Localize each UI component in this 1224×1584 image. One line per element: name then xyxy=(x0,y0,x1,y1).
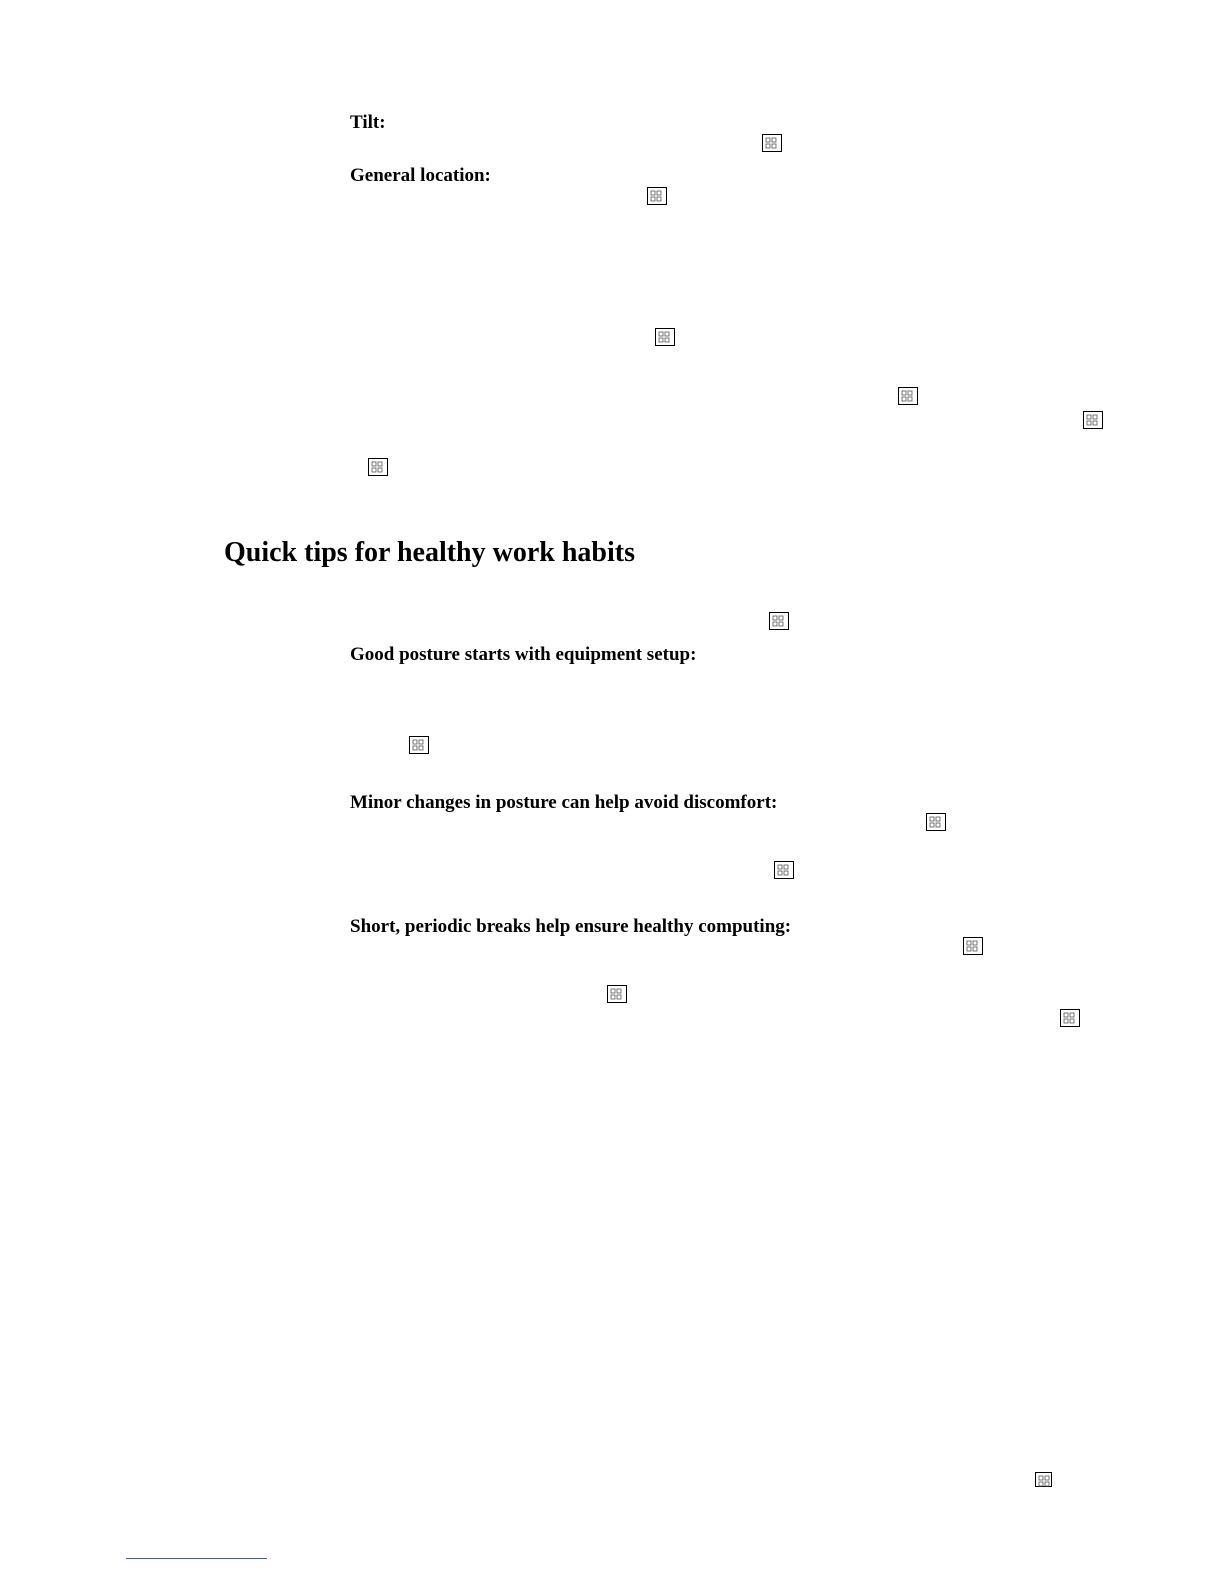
glyph-cell xyxy=(1070,1019,1074,1023)
glyph-cell xyxy=(936,817,940,821)
glyph-cell xyxy=(413,740,417,744)
glyph-cell xyxy=(766,138,770,142)
glyph-cell xyxy=(657,191,661,195)
glyph-cell xyxy=(773,622,777,626)
missing-glyph-pattern xyxy=(656,329,674,345)
glyph-cell xyxy=(779,616,783,620)
footer-rule xyxy=(126,1558,267,1559)
glyph-cell xyxy=(930,817,934,821)
missing-glyph-icon xyxy=(1083,411,1103,429)
glyph-cell xyxy=(651,197,655,201)
missing-glyph-icon xyxy=(655,328,675,346)
glyph-cell xyxy=(617,989,621,993)
missing-glyph-pattern xyxy=(1061,1010,1079,1026)
glyph-cell xyxy=(778,871,782,875)
glyph-cell xyxy=(617,995,621,999)
glyph-cell xyxy=(902,391,906,395)
missing-glyph-pattern xyxy=(763,135,781,151)
glyph-cell xyxy=(378,462,382,466)
glyph-cell xyxy=(1064,1013,1068,1017)
missing-glyph-pattern xyxy=(608,986,626,1002)
glyph-cell xyxy=(1039,1482,1043,1486)
glyph-cell xyxy=(413,746,417,750)
glyph-cell xyxy=(419,746,423,750)
missing-glyph-icon xyxy=(607,985,627,1003)
glyph-cell xyxy=(1093,415,1097,419)
minor-changes-label: Minor changes in posture can help avoid discomfort: xyxy=(350,792,778,813)
glyph-cell xyxy=(611,995,615,999)
glyph-cell xyxy=(665,332,669,336)
missing-glyph-pattern xyxy=(410,737,428,753)
glyph-cell xyxy=(936,823,940,827)
missing-glyph-pattern xyxy=(927,814,945,830)
glyph-cell xyxy=(657,197,661,201)
glyph-cell xyxy=(419,740,423,744)
glyph-cell xyxy=(1087,421,1091,425)
glyph-cell xyxy=(902,397,906,401)
glyph-cell xyxy=(908,391,912,395)
glyph-cell xyxy=(967,947,971,951)
missing-glyph-icon xyxy=(963,937,983,955)
glyph-cell xyxy=(1064,1019,1068,1023)
glyph-cell xyxy=(772,144,776,148)
tilt-label: Tilt: xyxy=(350,112,386,133)
missing-glyph-pattern xyxy=(1084,412,1102,428)
missing-glyph-icon xyxy=(647,187,667,205)
missing-glyph-pattern xyxy=(775,862,793,878)
missing-glyph-icon xyxy=(409,736,429,754)
glyph-cell xyxy=(372,462,376,466)
glyph-cell xyxy=(659,332,663,336)
glyph-cell xyxy=(611,989,615,993)
glyph-cell xyxy=(773,616,777,620)
glyph-cell xyxy=(372,468,376,472)
glyph-cell xyxy=(1093,421,1097,425)
missing-glyph-pattern xyxy=(899,388,917,404)
missing-glyph-icon xyxy=(774,861,794,879)
missing-glyph-icon xyxy=(762,134,782,152)
glyph-cell xyxy=(967,941,971,945)
missing-glyph-pattern xyxy=(648,188,666,204)
glyph-cell xyxy=(1087,415,1091,419)
glyph-cell xyxy=(973,947,977,951)
glyph-cell xyxy=(651,191,655,195)
missing-glyph-pattern xyxy=(1036,1473,1054,1489)
glyph-cell xyxy=(1045,1476,1049,1480)
missing-glyph-icon xyxy=(1060,1009,1080,1027)
glyph-cell xyxy=(659,338,663,342)
section-heading: Quick tips for healthy work habits xyxy=(224,537,635,568)
general-location-label: General location: xyxy=(350,165,491,186)
missing-glyph-pattern xyxy=(770,613,788,629)
glyph-cell xyxy=(778,865,782,869)
missing-glyph-icon xyxy=(368,458,388,476)
glyph-cell xyxy=(665,338,669,342)
missing-glyph-icon xyxy=(1035,1472,1052,1487)
glyph-cell xyxy=(908,397,912,401)
glyph-cell xyxy=(766,144,770,148)
glyph-cell xyxy=(973,941,977,945)
missing-glyph-icon xyxy=(769,612,789,630)
glyph-cell xyxy=(930,823,934,827)
glyph-cell xyxy=(779,622,783,626)
missing-glyph-icon xyxy=(926,813,946,831)
short-breaks-label: Short, periodic breaks help ensure healthy computing: xyxy=(350,916,792,937)
glyph-cell xyxy=(378,468,382,472)
missing-glyph-icon xyxy=(898,387,918,405)
missing-glyph-pattern xyxy=(369,459,387,475)
good-posture-label: Good posture starts with equipment setup: xyxy=(350,644,697,665)
missing-glyph-pattern xyxy=(964,938,982,954)
glyph-cell xyxy=(784,865,788,869)
glyph-cell xyxy=(1070,1013,1074,1017)
glyph-cell xyxy=(772,138,776,142)
glyph-cell xyxy=(1039,1476,1043,1480)
glyph-cell xyxy=(784,871,788,875)
glyph-cell xyxy=(1045,1482,1049,1486)
